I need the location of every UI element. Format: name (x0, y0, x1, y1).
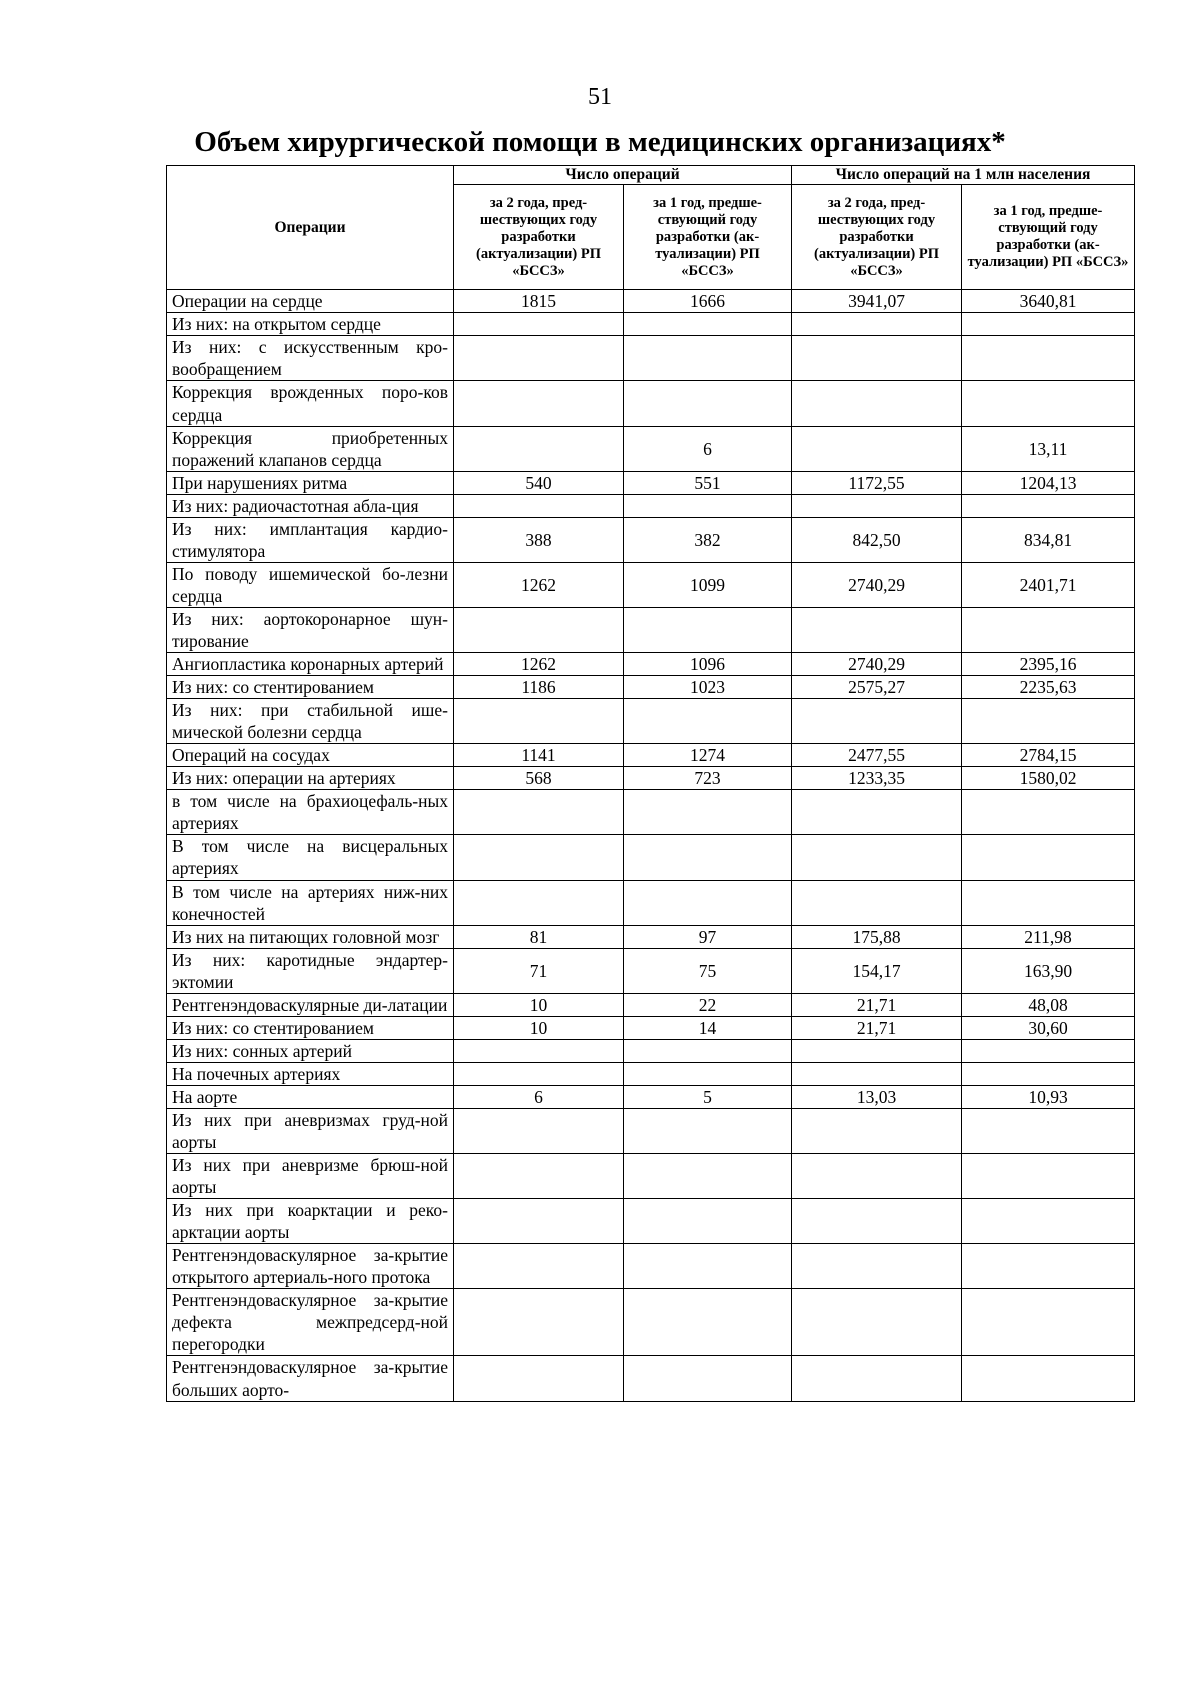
value-cell: 723 (624, 767, 792, 790)
value-cell (962, 880, 1135, 925)
header-group-per-million: Число операций на 1 млн населения (792, 166, 1135, 185)
value-cell: 388 (454, 517, 624, 562)
table-row (167, 676, 1135, 699)
table-row (167, 1199, 1135, 1244)
value-cell (792, 1154, 962, 1199)
value-cell (454, 1062, 624, 1085)
value-cell (962, 790, 1135, 835)
value-cell (454, 1039, 624, 1062)
page-number: 51 (588, 84, 612, 110)
value-cell (454, 1289, 624, 1356)
value-cell: 834,81 (962, 517, 1135, 562)
value-cell (962, 1244, 1135, 1289)
operation-name-cell: Коррекция приобретенных поражений клапанов сердца (167, 426, 454, 471)
value-cell (624, 607, 792, 652)
table-row (167, 607, 1135, 652)
value-cell: 10 (454, 993, 624, 1016)
operation-name-cell: Из них: сонных артерий (167, 1039, 454, 1062)
value-cell (792, 1244, 962, 1289)
operation-name-cell: На аорте (167, 1085, 454, 1108)
value-cell: 175,88 (792, 925, 962, 948)
operation-name-cell: Рентгенэндоваскулярное за-крытие дефекта межпредсерд-ной перегородки (167, 1289, 454, 1356)
value-cell (454, 336, 624, 381)
table-row (167, 336, 1135, 381)
value-cell: 1141 (454, 744, 624, 767)
operation-name-cell: Рентгенэндоваскулярное за-крытие открытого артериаль-ного протока (167, 1244, 454, 1289)
operation-name-cell: Из них: на открытом сердце (167, 313, 454, 336)
value-cell: 2401,71 (962, 562, 1135, 607)
operation-name-cell: Коррекция врожденных поро-ков сердца (167, 381, 454, 426)
operations-table (166, 165, 1135, 1402)
value-cell: 1204,13 (962, 471, 1135, 494)
operation-name-cell: Рентгенэндоваскулярные ди-латации (167, 993, 454, 1016)
value-cell: 1172,55 (792, 471, 962, 494)
value-cell: 211,98 (962, 925, 1135, 948)
table-row (167, 767, 1135, 790)
operation-name-cell: На почечных артериях (167, 1062, 454, 1085)
table-row (167, 744, 1135, 767)
table-row (167, 1085, 1135, 1108)
value-cell: 154,17 (792, 948, 962, 993)
value-cell: 2235,63 (962, 676, 1135, 699)
table-row (167, 653, 1135, 676)
value-cell: 163,90 (962, 948, 1135, 993)
table-row (167, 1039, 1135, 1062)
value-cell (624, 1154, 792, 1199)
value-cell: 1099 (624, 562, 792, 607)
value-cell (962, 1108, 1135, 1153)
value-cell: 22 (624, 993, 792, 1016)
value-cell: 1096 (624, 653, 792, 676)
operation-name-cell: Из них: радиочастотная абла-ция (167, 494, 454, 517)
value-cell (792, 835, 962, 880)
value-cell (792, 381, 962, 426)
table-row (167, 1062, 1135, 1085)
operation-name-cell: Из них: при стабильной ише-мической болезни сердца (167, 699, 454, 744)
table-row (167, 1244, 1135, 1289)
value-cell (624, 699, 792, 744)
value-cell (792, 607, 962, 652)
value-cell: 2477,55 (792, 744, 962, 767)
value-cell (624, 835, 792, 880)
operation-name-cell: Операций на сосудах (167, 744, 454, 767)
table-row (167, 790, 1135, 835)
operation-name-cell: Рентгенэндоваскулярное за-крытие больших аорто- (167, 1356, 454, 1401)
value-cell: 2740,29 (792, 562, 962, 607)
value-cell (624, 313, 792, 336)
table-body (167, 290, 1135, 1401)
header-per-million-2-years: за 2 года, пред-шествующих году разработки (актуализации) РП «БССЗ» (792, 185, 962, 290)
header-per-million-1-year: за 1 год, предше-ствующий году разработки (ак-туализации) РП «БССЗ» (962, 185, 1135, 290)
operation-name-cell: Из них при аневризмах груд-ной аорты (167, 1108, 454, 1153)
value-cell (624, 1039, 792, 1062)
value-cell (454, 835, 624, 880)
table-row (167, 1016, 1135, 1039)
value-cell (624, 1244, 792, 1289)
value-cell (962, 1039, 1135, 1062)
value-cell: 2740,29 (792, 653, 962, 676)
header-operations: Операции (167, 166, 454, 290)
value-cell (792, 1039, 962, 1062)
operation-name-cell: Из них при аневризме брюш-ной аорты (167, 1154, 454, 1199)
value-cell (624, 1108, 792, 1153)
value-cell: 81 (454, 925, 624, 948)
value-cell: 30,60 (962, 1016, 1135, 1039)
value-cell (624, 336, 792, 381)
table-row (167, 835, 1135, 880)
operation-name-cell: Операции на сердце (167, 290, 454, 313)
value-cell (792, 426, 962, 471)
table-row (167, 699, 1135, 744)
value-cell: 1274 (624, 744, 792, 767)
table-row (167, 1154, 1135, 1199)
operation-name-cell: При нарушениях ритма (167, 471, 454, 494)
value-cell: 21,71 (792, 993, 962, 1016)
value-cell (624, 494, 792, 517)
value-cell: 10 (454, 1016, 624, 1039)
value-cell (962, 1289, 1135, 1356)
table-row (167, 948, 1135, 993)
value-cell (454, 790, 624, 835)
operation-name-cell: Из них на питающих головной мозг (167, 925, 454, 948)
value-cell (792, 880, 962, 925)
value-cell (454, 426, 624, 471)
value-cell: 1023 (624, 676, 792, 699)
value-cell (792, 790, 962, 835)
value-cell (962, 607, 1135, 652)
value-cell (454, 880, 624, 925)
value-cell: 75 (624, 948, 792, 993)
value-cell (454, 381, 624, 426)
table-row (167, 381, 1135, 426)
value-cell: 1666 (624, 290, 792, 313)
value-cell (792, 313, 962, 336)
value-cell (454, 494, 624, 517)
table-row (167, 1356, 1135, 1401)
value-cell: 5 (624, 1085, 792, 1108)
operation-name-cell: Из них: имплантация кардио-стимулятора (167, 517, 454, 562)
operation-name-cell: В том числе на артериях ниж-них конечностей (167, 880, 454, 925)
value-cell: 568 (454, 767, 624, 790)
operation-name-cell: Из них: аортокоронарное шун-тирование (167, 607, 454, 652)
value-cell (624, 1199, 792, 1244)
value-cell (792, 1108, 962, 1153)
value-cell: 1815 (454, 290, 624, 313)
value-cell (624, 790, 792, 835)
value-cell: 540 (454, 471, 624, 494)
table-row (167, 471, 1135, 494)
value-cell: 10,93 (962, 1085, 1135, 1108)
value-cell: 13,03 (792, 1085, 962, 1108)
value-cell: 1233,35 (792, 767, 962, 790)
value-cell (624, 381, 792, 426)
value-cell (454, 1108, 624, 1153)
operation-name-cell: Из них: со стентированием (167, 676, 454, 699)
value-cell (962, 336, 1135, 381)
header-group-count: Число операций (454, 166, 792, 185)
value-cell: 1262 (454, 653, 624, 676)
value-cell: 551 (624, 471, 792, 494)
operation-name-cell: По поводу ишемической бо-лезни сердца (167, 562, 454, 607)
value-cell: 21,71 (792, 1016, 962, 1039)
value-cell (454, 1244, 624, 1289)
header-count-2-years: за 2 года, пред-шествующих году разработки (актуализации) РП «БССЗ» (454, 185, 624, 290)
table-row (167, 517, 1135, 562)
operation-name-cell: Из них: каротидные эндартер-эктомии (167, 948, 454, 993)
value-cell (792, 1062, 962, 1085)
value-cell: 1262 (454, 562, 624, 607)
value-cell: 48,08 (962, 993, 1135, 1016)
value-cell: 3941,07 (792, 290, 962, 313)
table-row (167, 494, 1135, 517)
value-cell (792, 336, 962, 381)
value-cell: 6 (624, 426, 792, 471)
table-row (167, 313, 1135, 336)
value-cell (454, 313, 624, 336)
value-cell: 3640,81 (962, 290, 1135, 313)
page-title: Объем хирургической помощи в медицинских организациях* (194, 126, 1006, 158)
value-cell: 382 (624, 517, 792, 562)
value-cell (792, 1356, 962, 1401)
value-cell (962, 1154, 1135, 1199)
value-cell (962, 699, 1135, 744)
value-cell (792, 699, 962, 744)
value-cell (624, 880, 792, 925)
value-cell: 71 (454, 948, 624, 993)
value-cell: 2784,15 (962, 744, 1135, 767)
operation-name-cell: Ангиопластика коронарных артерий (167, 653, 454, 676)
value-cell (792, 1289, 962, 1356)
value-cell (624, 1062, 792, 1085)
value-cell: 2575,27 (792, 676, 962, 699)
value-cell (454, 1199, 624, 1244)
value-cell: 14 (624, 1016, 792, 1039)
value-cell (962, 313, 1135, 336)
value-cell (454, 1356, 624, 1401)
table-row (167, 1289, 1135, 1356)
header-count-1-year: за 1 год, предше-ствующий году разработки (ак-туализации) РП «БССЗ» (624, 185, 792, 290)
table-row (167, 562, 1135, 607)
value-cell (962, 494, 1135, 517)
operation-name-cell: Из них: с искусственным кро-вообращением (167, 336, 454, 381)
operation-name-cell: Из них: со стентированием (167, 1016, 454, 1039)
operation-name-cell: Из них: операции на артериях (167, 767, 454, 790)
value-cell: 1580,02 (962, 767, 1135, 790)
value-cell: 6 (454, 1085, 624, 1108)
table-row (167, 925, 1135, 948)
value-cell (962, 835, 1135, 880)
value-cell (624, 1356, 792, 1401)
value-cell (962, 1356, 1135, 1401)
value-cell (792, 1199, 962, 1244)
value-cell (454, 699, 624, 744)
value-cell (962, 1062, 1135, 1085)
operation-name-cell: Из них при коарктации и реко-арктации аорты (167, 1199, 454, 1244)
table-row (167, 1108, 1135, 1153)
value-cell: 1186 (454, 676, 624, 699)
value-cell: 13,11 (962, 426, 1135, 471)
value-cell (962, 1199, 1135, 1244)
value-cell (792, 494, 962, 517)
value-cell (624, 1289, 792, 1356)
value-cell: 2395,16 (962, 653, 1135, 676)
table-row (167, 993, 1135, 1016)
operation-name-cell: В том числе на висцеральных артериях (167, 835, 454, 880)
value-cell: 97 (624, 925, 792, 948)
table-row (167, 880, 1135, 925)
table-row (167, 426, 1135, 471)
table-row (167, 290, 1135, 313)
value-cell (962, 381, 1135, 426)
value-cell (454, 1154, 624, 1199)
operation-name-cell: в том числе на брахиоцефаль-ных артериях (167, 790, 454, 835)
value-cell (454, 607, 624, 652)
value-cell: 842,50 (792, 517, 962, 562)
